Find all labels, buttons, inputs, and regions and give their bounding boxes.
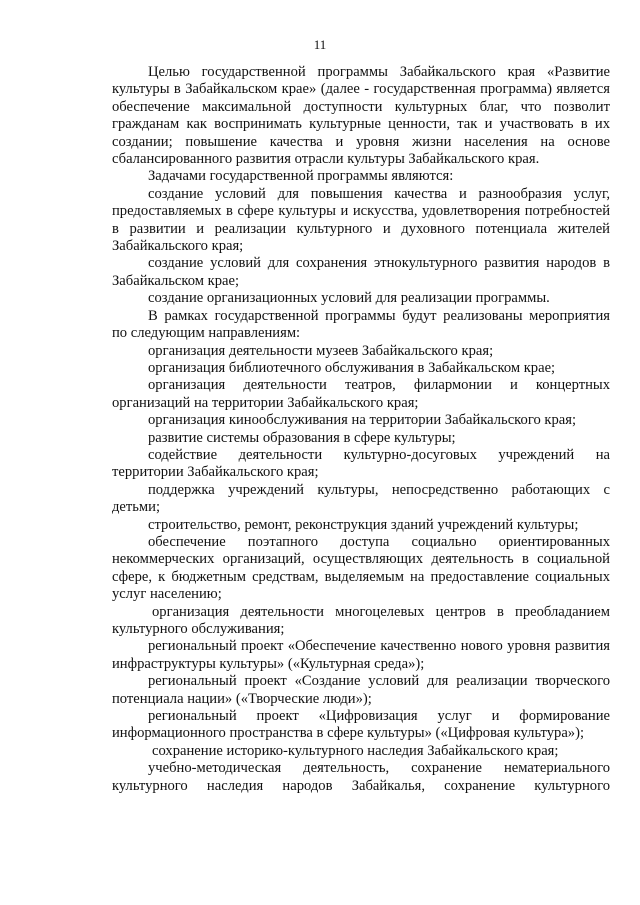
paragraph-project-environment: региональный проект «Обеспечение качественно нового уровня развития инфраструктуры культуры» («Культурная среда»); (112, 638, 610, 672)
paragraph-direction-libraries: организация библиотечного обслуживания в Забайкальском крае; (148, 359, 556, 376)
paragraph-direction-education: развитие системы образования в сфере культуры; (148, 429, 456, 446)
paragraph-tasks-intro: Задачами государственной программы являются: (148, 168, 454, 185)
paragraph-task-3: создание организационных условий для реализации программы. (148, 290, 550, 307)
paragraph-project-creative: региональный проект «Создание условий для реализации творческого потенциала нации» («Творческие люди»); (112, 673, 610, 707)
paragraph-task-1: создание условий для повышения качества и разнообразия услуг, предоставляемых в сфере культуры и искусства, удовлетворения потребностей в развитии и реализации культурного и духовного потенциала жителей Забайкальского края; (112, 185, 610, 255)
page-number: 11 (313, 37, 327, 52)
paragraph-project-digital: региональный проект «Цифровизация услуг и формирование информационного пространства в сфере культуры» («Цифровая культура»); (112, 708, 610, 742)
paragraph-goal: Целью государственной программы Забайкальского края «Развитие культуры в Забайкальском крае» (далее - государственная программа) является обеспечение максимальной доступности культурных благ, что позволит гражданам как воспринимать культурные ценности, так и участвовать в их создании; повышение качества и уровня жизни населения на основе сбалансированного развития отрасли культуры Забайкальского края. (112, 64, 610, 168)
paragraph-direction-cinema: организация кинообслуживания на территории Забайкальского края; (148, 412, 577, 429)
paragraph-direction-methodology: учебно-методическая деятельность, сохранение нематериального культурного наследия народов Забайкалья, сохранение культурного (112, 760, 610, 794)
paragraph-direction-museums: организация деятельности музеев Забайкальского края; (148, 342, 494, 359)
document-body (112, 64, 610, 795)
paragraph-task-2: создание условий для сохранения этнокультурного развития народов в Забайкальском крае; (112, 255, 610, 289)
paragraph-direction-heritage: сохранение историко-культурного наследия Забайкальского края; (152, 742, 559, 759)
paragraph-directions-intro: В рамках государственной программы будут реализованы мероприятия по следующим направлениям: (112, 307, 610, 342)
paragraph-direction-nonprofit: обеспечение поэтапного доступа социально ориентированных некоммерческих организаций, осуществляющих деятельность в социальной сфере, к бюджетным средствам, выделяемым на предоставление социальных услуг населению; (112, 533, 610, 603)
paragraph-direction-construction: строительство, ремонт, реконструкция зданий учреждений культуры; (148, 516, 579, 533)
paragraph-direction-leisure: содействие деятельности культурно-досуговых учреждений на территории Забайкальского края; (112, 446, 610, 481)
paragraph-direction-children: поддержка учреждений культуры, непосредственно работающих с детьми; (112, 481, 610, 516)
paragraph-direction-centers: организация деятельности многоцелевых центров в преобладанием культурного обслуживания; (112, 603, 610, 637)
paragraph-direction-theatres: организация деятельности театров, филармонии и концертных организаций на территории Забайкальского края; (112, 377, 610, 411)
